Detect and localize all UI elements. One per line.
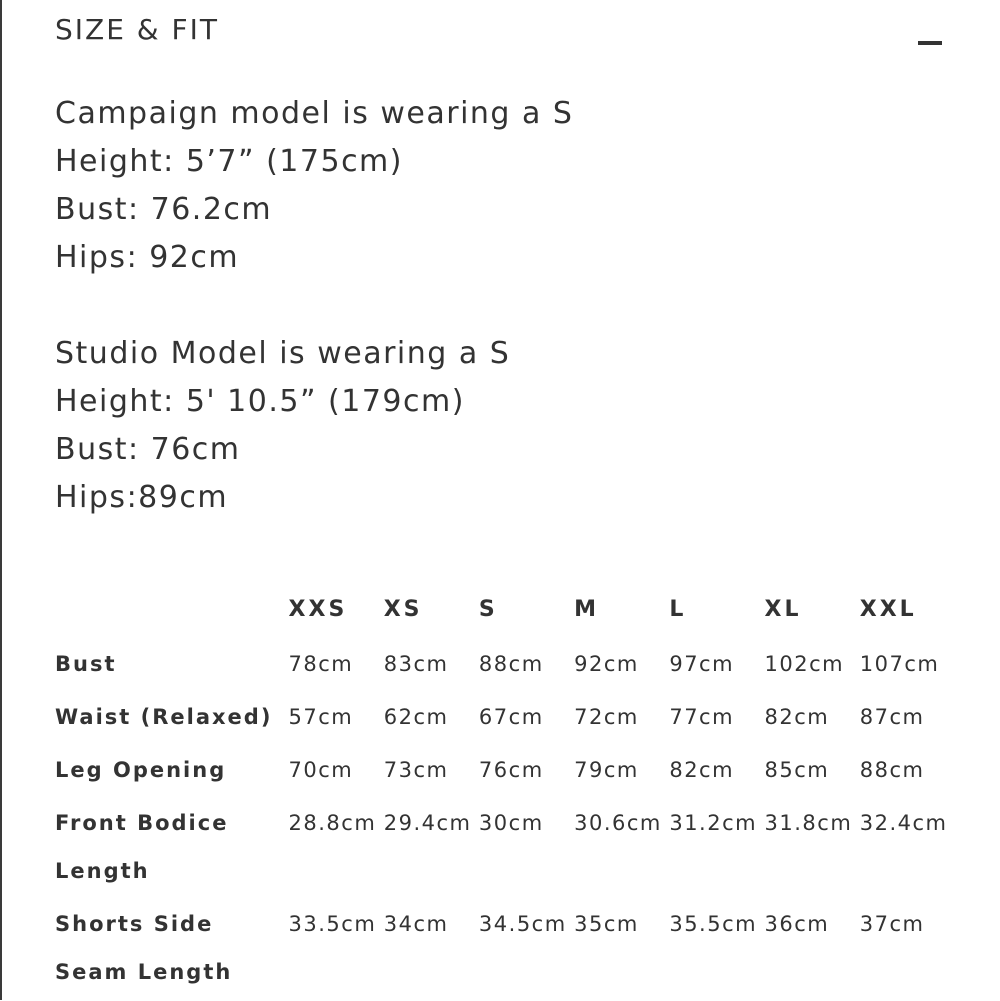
row-label-bust: Bust	[55, 652, 117, 676]
row-label-waist: Waist (Relaxed)	[55, 705, 273, 729]
row-label-shorts-side-seam-length	[55, 900, 289, 1001]
table-row	[55, 693, 955, 746]
table-cell: 67cm	[478, 705, 544, 729]
table-cell: 32.4cm	[859, 811, 948, 835]
table-cell: 31.8cm	[764, 811, 853, 835]
size-chart-table	[55, 588, 955, 1001]
table-cell: 36cm	[764, 912, 830, 936]
section-title: SIZE & FIT	[55, 13, 220, 46]
table-cell: 35.5cm	[669, 912, 758, 936]
table-cell: 37cm	[859, 912, 925, 936]
size-header-xl: XL	[764, 597, 802, 622]
table-cell: 92cm	[574, 652, 639, 676]
table-cell: 70cm	[288, 758, 354, 782]
table-row	[55, 746, 955, 799]
table-cell: 82cm	[669, 758, 735, 782]
table-cell: 30cm	[478, 811, 544, 835]
table-cell: 79cm	[574, 758, 639, 782]
table-cell: 87cm	[859, 705, 925, 729]
table-cell: 34.5cm	[478, 912, 567, 936]
size-header-row	[55, 588, 955, 640]
size-header-s: S	[478, 597, 498, 622]
table-cell: 85cm	[764, 758, 830, 782]
table-cell: 78cm	[288, 652, 354, 676]
table-cell: 83cm	[383, 652, 449, 676]
size-header-xs: XS	[383, 597, 423, 622]
left-border	[0, 0, 2, 1000]
campaign-model-height: Height: 5’7” (175cm)	[55, 144, 403, 179]
table-cell: 88cm	[478, 652, 544, 676]
row-label-text: Shorts Side Seam Length	[55, 912, 233, 984]
minus-icon	[918, 41, 942, 45]
table-cell: 31.2cm	[669, 811, 758, 835]
size-header-xxs: XXS	[288, 597, 348, 622]
table-row	[55, 900, 955, 1001]
studio-model-info	[55, 330, 510, 522]
table-cell: 57cm	[288, 705, 354, 729]
table-cell: 88cm	[859, 758, 925, 782]
table-cell: 33.5cm	[288, 912, 377, 936]
campaign-model-size: Campaign model is wearing a S	[55, 96, 574, 131]
studio-model-size: Studio Model is wearing a S	[55, 336, 511, 371]
size-header-xxl: XXL	[859, 597, 917, 622]
table-cell: 76cm	[478, 758, 544, 782]
row-label-text: Front Bodice Length	[55, 811, 229, 883]
table-cell: 34cm	[383, 912, 449, 936]
table-cell: 35cm	[574, 912, 639, 936]
table-cell: 62cm	[383, 705, 449, 729]
size-header-empty	[55, 588, 289, 640]
table-row	[55, 640, 955, 693]
row-label-front-bodice-length	[55, 799, 289, 900]
studio-model-bust: Bust: 76cm	[55, 432, 241, 467]
campaign-model-bust: Bust: 76.2cm	[55, 192, 273, 227]
table-cell: 73cm	[383, 758, 449, 782]
studio-model-hips: Hips:89cm	[55, 480, 229, 515]
table-cell: 29.4cm	[383, 811, 472, 835]
size-header-m: M	[574, 597, 600, 622]
campaign-model-info	[55, 90, 573, 282]
size-header-l: L	[669, 597, 687, 622]
table-cell: 102cm	[764, 652, 845, 676]
table-cell: 97cm	[669, 652, 735, 676]
collapse-toggle-button[interactable]	[918, 41, 942, 45]
campaign-model-hips: Hips: 92cm	[55, 240, 240, 275]
table-cell: 30.6cm	[574, 811, 662, 835]
row-label-leg-opening: Leg Opening	[55, 758, 227, 782]
table-cell: 77cm	[669, 705, 735, 729]
table-cell: 28.8cm	[288, 811, 377, 835]
table-cell: 82cm	[764, 705, 830, 729]
table-row	[55, 799, 955, 900]
table-cell: 72cm	[574, 705, 639, 729]
studio-model-height: Height: 5' 10.5” (179cm)	[55, 384, 465, 419]
table-cell: 107cm	[859, 652, 940, 676]
